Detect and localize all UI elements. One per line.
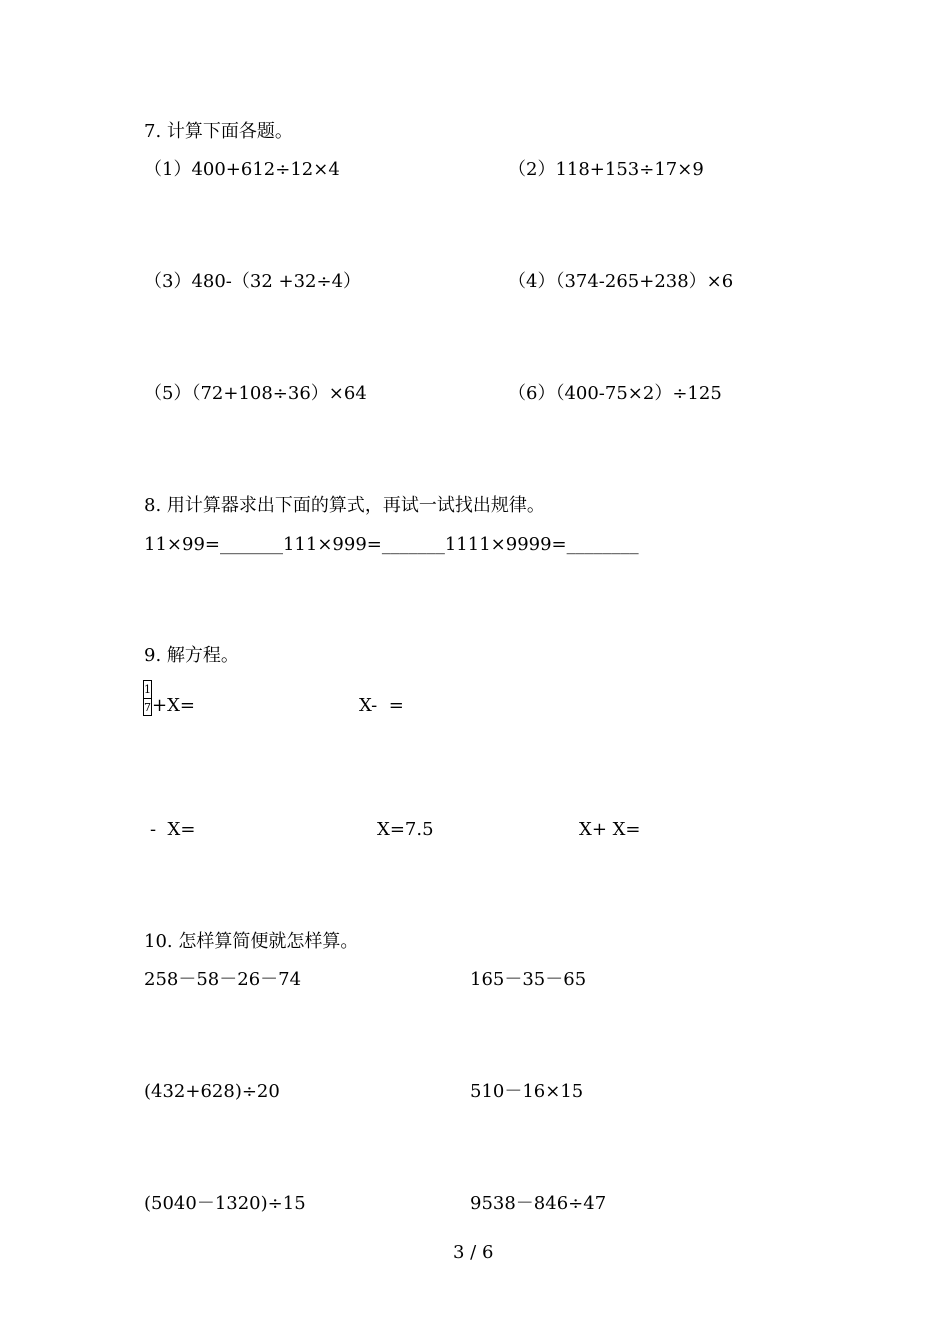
question-9-title: 9. 解方程。 <box>144 645 239 666</box>
fraction-numerator: 1 <box>144 683 151 696</box>
equation-5: X+ X= <box>579 819 641 840</box>
q10-item-4: 510－16×15 <box>470 1081 584 1102</box>
q10-item-2: 165－35－65 <box>470 969 587 990</box>
equation-2: X- = <box>359 695 404 716</box>
q7-item-5: （5）（72+108÷36）×64 <box>144 383 367 404</box>
q10-item-3: (432+628)÷20 <box>144 1081 280 1102</box>
question-8-title: 8. 用计算器求出下面的算式，再试一试找出规律。 <box>144 495 545 516</box>
equation-3: - X= <box>150 819 196 840</box>
q7-item-4: （4）（374-265+238）×6 <box>508 271 734 292</box>
page-number: 3 / 6 <box>453 1242 494 1263</box>
q7-item-3: （3）480-（32 +32÷4） <box>144 271 362 292</box>
q7-item-1: （1）400+612÷12×4 <box>144 159 340 180</box>
q10-item-1: 258－58－26－74 <box>144 969 302 990</box>
q8-calculation-line: 11×99=_______111×999=_______1111×9999=________ <box>144 534 639 555</box>
q10-item-5: (5040－1320)÷15 <box>144 1193 306 1214</box>
q7-item-6: （6）（400-75×2）÷125 <box>508 383 722 404</box>
fraction-box <box>143 680 152 716</box>
q10-item-6: 9538－846÷47 <box>470 1193 607 1214</box>
equation-4: X=7.5 <box>377 819 434 840</box>
q7-item-2: （2）118+153÷17×9 <box>508 159 704 180</box>
equation-1: +X= <box>152 695 195 716</box>
fraction-denominator: 7 <box>144 701 151 714</box>
question-7-title: 7. 计算下面各题。 <box>144 121 293 142</box>
question-10-title: 10. 怎样算简便就怎样算。 <box>144 931 359 952</box>
